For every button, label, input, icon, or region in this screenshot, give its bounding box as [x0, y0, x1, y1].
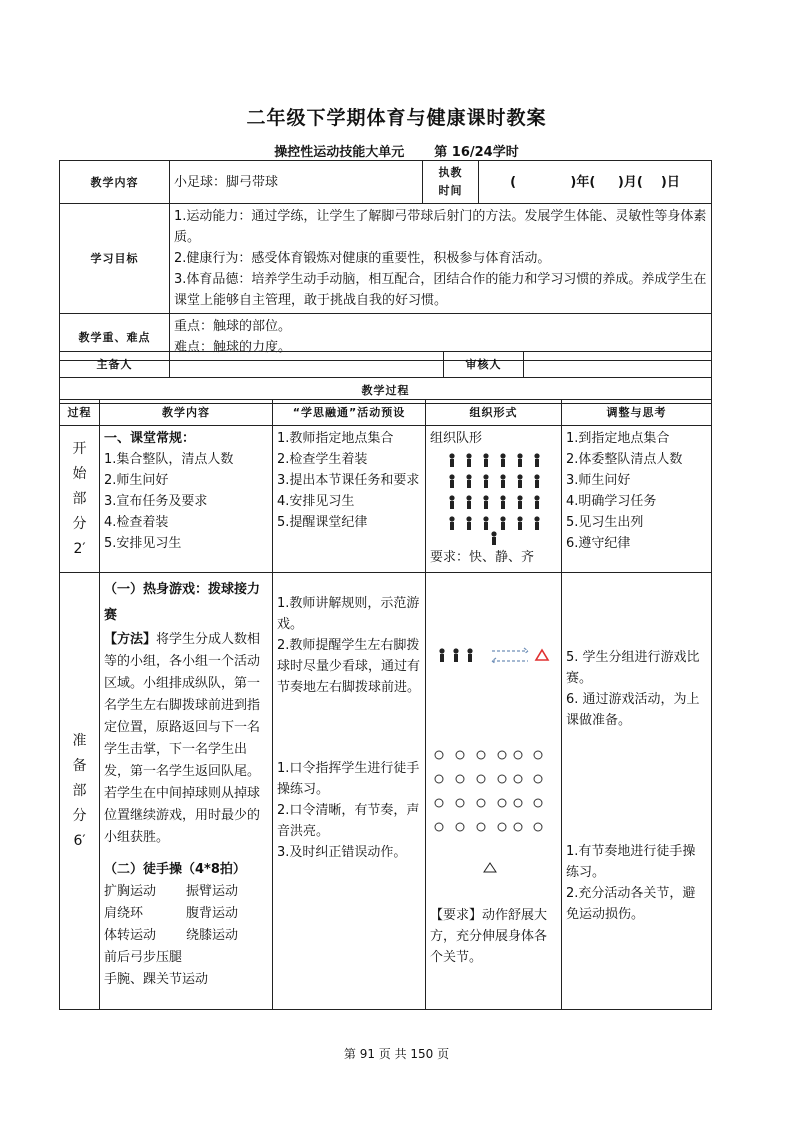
col-adjustment: 调整与思考 [562, 400, 712, 426]
content-value: 小足球：脚弓带球 [170, 161, 423, 204]
key-points-label: 教学重、难点 [60, 314, 170, 361]
relay-arrows [492, 648, 528, 664]
date-field: ( )年( )月( )日 [479, 161, 712, 204]
prep-organization [426, 573, 562, 1010]
formation-diagram [430, 449, 556, 547]
start-adjustment: 1.到指定地点集合 2.体委整队清点人数 3.师生问好 4.明确学习任务 5.见习生出列 6.遵守纪律 [562, 426, 712, 573]
preparer-value [170, 352, 444, 378]
method-text: 将学生分成人数相等的小组，各小组一个活动区域。小组排成纵队，第一名学生左右脚拨球前进到指定位置，原路返回与下一名学生击掌，下一名学生出发，第一名学生返回队尾。若学生在中间掉球则从掉球位置继续游戏，用时最少的小组获胜。 [104, 632, 261, 845]
col-activity: “学思融通”活动预设 [273, 400, 426, 426]
reviewer-label: 审核人 [444, 352, 524, 378]
start-content: 一、课堂常规： 1.集合整队，清点人数 2.师生问好 3.宣布任务及要求 4.检查着装 5.安排见习生 [100, 426, 273, 573]
method-label: 【方法】 [104, 632, 157, 647]
prep-content: （一）热身游戏：拨球接力赛 【方法】将学生分成人数相等的小组，各小组一个活动区域。小组排成纵队，第一名学生左右脚拨球前进到指定位置，原路返回与下一名学生击掌，下一名学生出发，第一名学生返回队尾。若学生在中间掉球则从掉球位置继续游戏，用时最少的小组获胜。 （二）徒手操（4*8拍） 扩胸运动 振臂运动 肩绕环 腹背运动 体转运动 绕膝运动 前后弓步压腿 手腕、踝关节运动 [100, 573, 273, 1010]
start-organization: 组织队形 要求：快、静、齐 [426, 426, 562, 573]
reviewer-value [524, 352, 712, 378]
teacher-icon [484, 863, 496, 872]
student-icons [449, 453, 539, 545]
relay-students [439, 648, 472, 662]
goals-label: 学习目标 [60, 204, 170, 314]
lesson-number: 第 16/24学时 [434, 145, 519, 160]
page-title: 二年级下学期体育与健康课时教案 [246, 107, 547, 129]
preparer-table [59, 351, 712, 404]
relay-and-drill-diagram [430, 575, 558, 905]
process-title: 教学过程 [60, 378, 712, 404]
col-organization: 组织形式 [426, 400, 562, 426]
cone-icon [536, 650, 548, 660]
prep-org-requirement: 【要求】动作舒展大方，充分伸展身体各个关节。 [430, 908, 548, 965]
goals-text: 1.运动能力：通过学练，让学生了解脚弓带球后射门的方法。发展学生体能、灵敏性等身体素质。 2.健康行为：感受体育锻炼对健康的重要性，积极参与体育活动。 3.体育品德：培养学生动手动脑，相互配合，团结合作的能力和学习习惯的养成。养成学生在课堂上能够自主管理，敢于挑战自我的好习惯。 [170, 204, 712, 314]
col-process: 过程 [60, 400, 100, 426]
unit-name: 操控性运动技能大单元 [274, 145, 405, 160]
prep-adjustment: 5. 学生分组进行游戏比赛。 6. 通过游戏活动，为上课做准备。 1.有节奏地进行徒手操练习。 2.充分活动各关节，避免运动损伤。 [562, 573, 712, 1010]
preparer-label: 主备人 [60, 352, 170, 378]
key-points: 重点：触球的部位。 难点：触球的力度。 [170, 314, 712, 361]
time-label: 执教 时间 [423, 161, 479, 204]
col-content: 教学内容 [100, 400, 273, 426]
page-footer: 第 91 页 共 150 页 [343, 1047, 450, 1061]
info-table [59, 160, 712, 361]
prep-activities: 1.教师讲解规则，示范游戏。 2.教师提醒学生左右脚拨球时尽量少看球，通过有节奏地左右脚拨球前进。 1.口令指挥学生进行徒手操练习。 2.口令清晰，有节奏，声音洪亮。 3.及时纠正错误动作。 [273, 573, 426, 1010]
process-table [59, 399, 712, 1010]
stage-start: 开 始 部 分 2′ [60, 426, 100, 573]
start-activities: 1.教师指定地点集合 2.检查学生着装 3.提出本节课任务和要求 4.安排见习生 5.提醒课堂纪律 [273, 426, 426, 573]
stage-prep: 准 备 部 分 6′ [60, 573, 100, 1010]
subtitle [0, 141, 793, 160]
content-label: 教学内容 [60, 161, 170, 204]
drill-students [435, 751, 542, 831]
